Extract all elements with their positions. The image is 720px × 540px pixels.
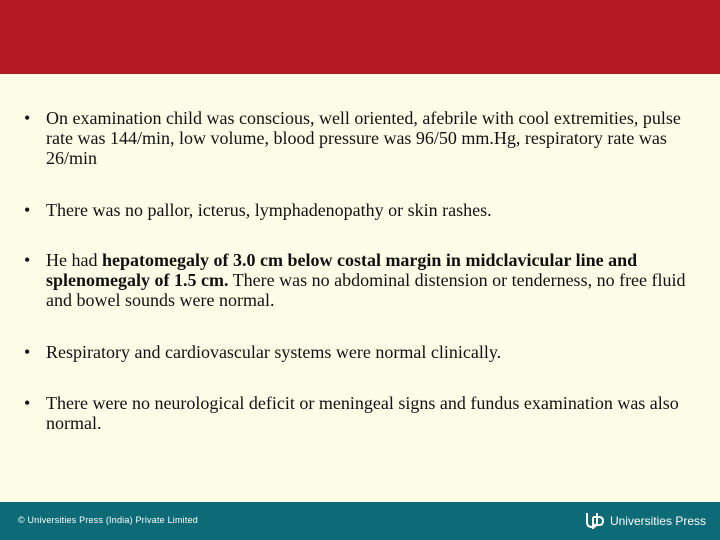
header-band	[0, 0, 720, 74]
publisher-brand	[584, 511, 706, 531]
bullet-text-plain: There was no abdominal distension or tenderness, no free fluid and bowel sounds were normal.	[46, 270, 686, 310]
bullet-text: There were no neurological deficit or meningeal signs and fundus examination was also normal.	[46, 393, 679, 433]
bullet-marker: •	[24, 393, 31, 413]
bullet-marker: •	[24, 342, 31, 362]
bullet-marker: •	[24, 108, 31, 128]
bullet-text	[46, 250, 686, 310]
bullet-item	[24, 108, 704, 168]
bullet-text: On examination child was conscious, well oriented, afebrile with cool extremities, pulse rate was 144/min, low volume, blood pressure was 96/50 mm.Hg, respiratory rate was 26/min	[46, 108, 681, 168]
bullet-text-emphasis: hepatomegaly of 3.0 cm below costal margin in midclavicular line and splenomegaly of 1.5 cm.	[46, 250, 638, 290]
bullet-text: There was no pallor, icterus, lymphadenopathy or skin rashes.	[46, 200, 492, 220]
bullet-marker: •	[24, 200, 31, 220]
bullet-item	[24, 342, 704, 362]
bullet-item	[24, 200, 704, 220]
bullet-marker: •	[24, 250, 31, 270]
bullet-text-plain: He had	[46, 250, 102, 270]
bullet-item	[24, 250, 704, 310]
copyright-text: © Universities Press (India) Private Limited	[18, 515, 198, 525]
footer-band	[0, 502, 720, 540]
universities-press-logo-icon	[584, 511, 606, 531]
bullet-item	[24, 393, 704, 433]
brand-name: Universities Press	[609, 514, 706, 528]
bullet-list	[24, 108, 704, 464]
bullet-text: Respiratory and cardiovascular systems were normal clinically.	[46, 342, 502, 362]
